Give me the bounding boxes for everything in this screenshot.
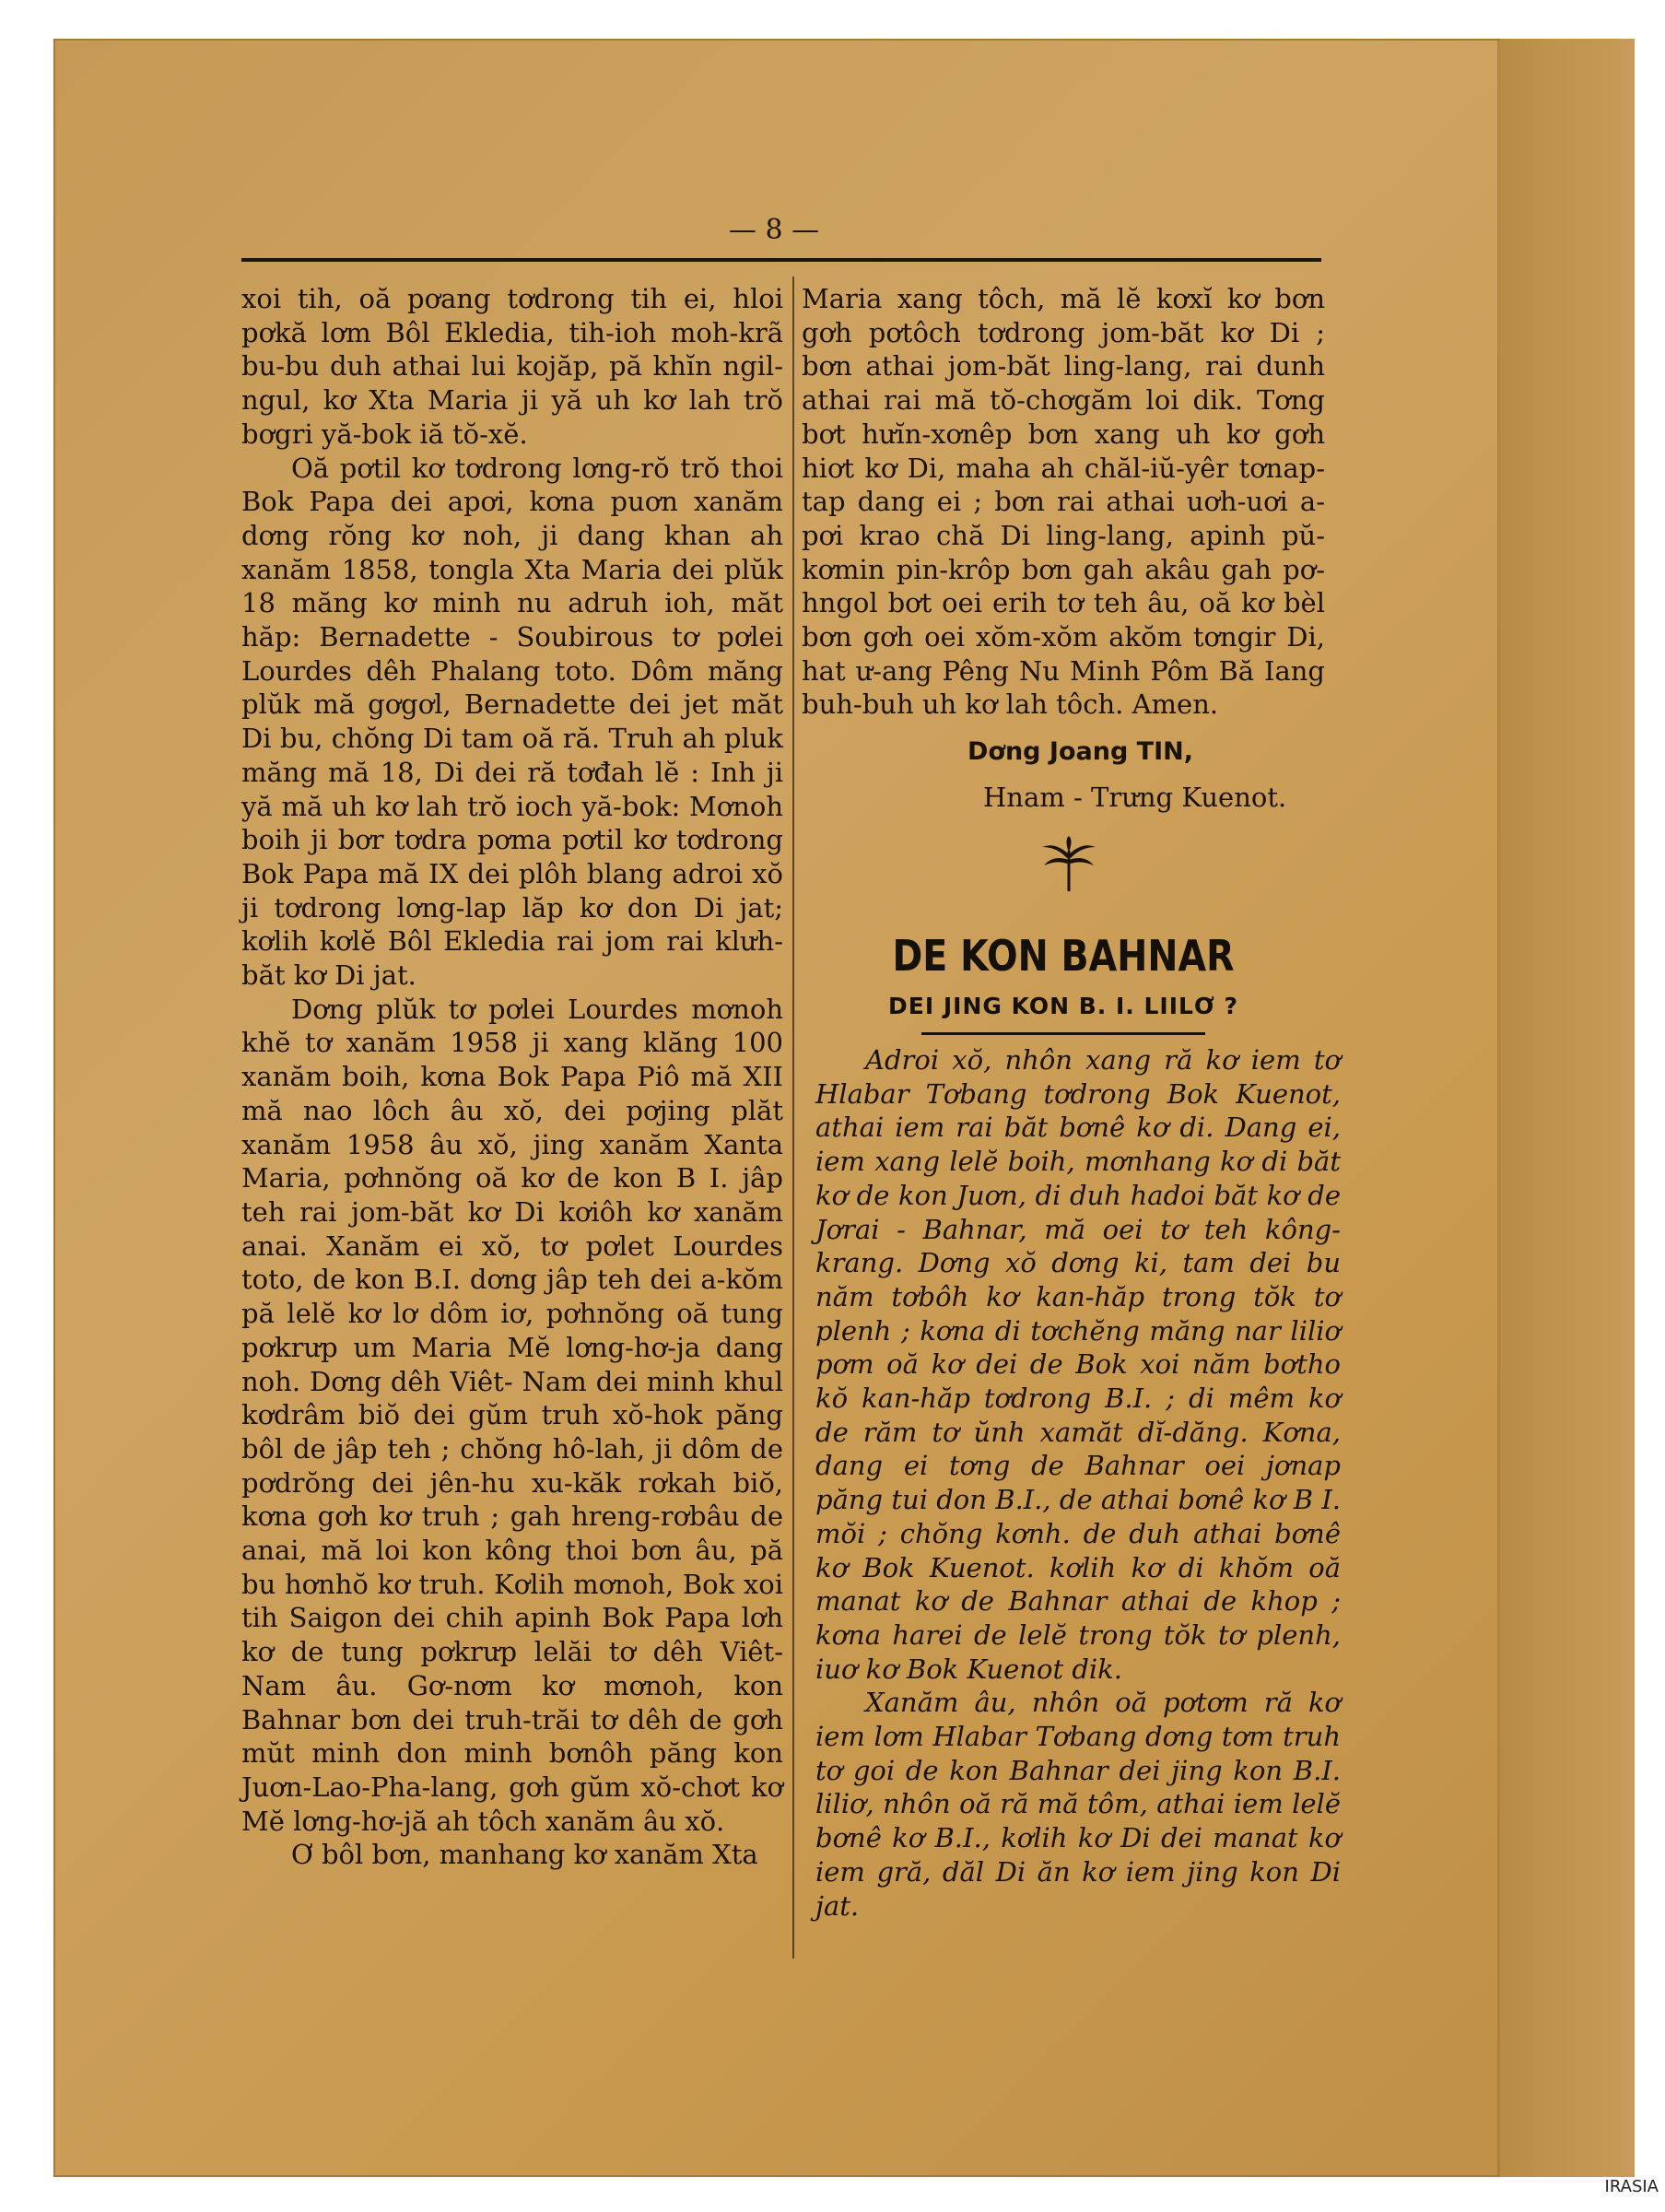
paragraph: Adroi xŏ, nhôn xang ră kơ iem tơ Hlabar Tơbang tơdrong Bok Kuenot, athai iem rai băt bơnê kơ di. Dang ei, iem xang lelĕ boih, mơnhang kơ di băt kơ de kon Juơn, di duh hadoi băt kơ de Jơrai - Bahnar, mă oei tơ teh kông-krang. Dơng xŏ dơng ki, tam dei bu năm tơbôh kơ kan-hăp trong tŏk tơ plenh ; kơna di tơchĕng măng nar liliơ pơm oă kơ dei de Bok xoi năm bơtho kŏ kan-hăp tơdrong B.I. ; di mêm kơ de răm tơ ŭnh xamăt dĭ-dăng. Kơna, dang ei tơng de Bahnar oei jơnap păng tui don B.I., de athai bơnê kơ B I. mŏi ; chŏng kơnh. de duh athai bơnê kơ Bok Kuenot. kơlih kơ di khŏm oă manat kơ de Bahnar athai de khop ; kơna harei de lelĕ trong tŏk tơ plenh, iuơ kơ Bok Kuenot dik.	[815, 1044, 1341, 1685]
left-column	[241, 282, 783, 1872]
article-title: DE KON BAHNAR	[892, 931, 1235, 981]
paragraph: Ơ bôl bơn, manhang kơ xanăm Xta	[291, 1839, 758, 1871]
article-subtitle: DEI JING KON B. I. LIILƠ ?	[888, 993, 1238, 1019]
paragraph: Oă pơtil kơ tơdrong lơng-rŏ trŏ thoi Bok Papa dei apơi, kơna puơn xanăm dơng rŏng kơ noh, ji dang khan ah xanăm 1858, tongla Xta Maria dei plŭk 18 măng kơ minh nu adruh ioh, măt hăp: Bernadette - Soubirous tơ pơlei Lourdes dêh Phalang toto. Dôm măng plŭk mă gơgơl, Bernadette dei jet măt Di bu, chŏng Di tam oă ră. Truh ah pluk măng mă 18, Di dei ră tơđah lĕ : Inh ji yă mă uh kơ lah trŏ ioch yă-bok: Mơnoh boih ji bơr tơdra pơma pơtil kơ tơdrong Bok Papa mă IX dei plôh blang adroi xŏ ji tơdrong lơng-lap lăp kơ don Di jat; kơlih kơlĕ Bôl Ekledia rai jom rai klưh-băt kơ Di jat.	[241, 452, 783, 992]
right-column	[802, 282, 1325, 722]
page-number: — 8 —	[728, 214, 820, 246]
page-fold	[1497, 39, 1500, 2177]
title-underline	[921, 1032, 1205, 1035]
header-rule	[241, 258, 1321, 262]
signature-role: Hnam - Trưng Kuenot.	[983, 782, 1287, 813]
source-watermark: IRASIA	[1604, 2177, 1659, 2196]
palm-ornament-icon	[1037, 834, 1101, 899]
adjacent-page-strip	[1500, 39, 1635, 2177]
paragraph: Maria xang tôch, mă lĕ kơxĭ kơ bơn gơh pơtôch tơdrong jom-băt kơ Di ; bơn athai jom-băt ling-lang, rai dunh athai rai mă tŏ-chơgăm loi dik. Tơng bơt hưĭn-xơnêp bơn xang uh kơ gơh hiơt kơ Di, maha ah chăl-iŭ-yêr tơnap-tap dang ei ; bơn rai athai uơh-uơi a-pơi krao chă Di ling-lang, apinh pŭ-kơmin pin-krôp bơn gah akâu gah pơ-hngol bơt oei erih tơ teh âu, oă kơ bèl bơn gơh oei xŏm-xŏm akŏm tơngir Di, hat ư-ang Pêng Nu Minh Pôm Bă Iang buh-buh uh kơ lah tôch. Amen.	[802, 283, 1325, 721]
paragraph: xoi tih, oă pơang tơdrong tih ei, hloi pơkă lơm Bôl Ekledia, tih-ioh moh-krã bu-bu duh athai lui kojăp, pă khĭn ngil-ngul, kơ Xta Maria ji yă uh kơ lah trŏ bơgri yă-bok iă tŏ-xĕ.	[241, 283, 783, 450]
column-divider	[792, 276, 794, 1959]
article-body	[815, 1043, 1341, 1923]
paragraph: Xanăm âu, nhôn oă pơtơm ră kơ iem lơm Hlabar Tơbang dơng tơm truh tơ goi de kon Bahnar dei jing kon B.I. liliơ, nhôn oă ră mă tôm, athai iem lelĕ bơnê kơ B.I., kơlih kơ Di dei manat kơ iem gră, dăl Di ăn kơ iem jing kon Di jat.	[815, 1687, 1341, 1922]
signature-name: Dơng Joang TIN,	[967, 737, 1193, 766]
paragraph: Dơng plŭk tơ pơlei Lourdes mơnoh khĕ tơ xanăm 1958 ji xang klăng 100 xanăm boih, kơna Bok Papa Piô mă XII mă nao lôch âu xŏ, dei pơjing plăt xanăm 1958 âu xŏ, jing xanăm Xanta Maria, pơhnŏng oă kơ de kon B I. jâp teh rai jom-băt kơ Di kơiôh kơ xanăm anai. Xanăm ei xŏ, tơ pơlet Lourdes toto, de kon B.I. dơng jâp teh dei a-kŏm pă lelĕ kơ lơ dôm iơ, pơhnŏng oă tung pơkrưp um Maria Mĕ lơng-hơ-ja dang noh. Dơng dêh Viêt- Nam dei minh khul kơdrâm biŏ dei gŭm truh xŏ-hok păng bôl de jâp teh ; chŏng hô-lah, ji dôm de pơdrŏng dei jên-hu xu-kăk rơkah biŏ, kơna gơh kơ truh ; gah hreng-rơbâu de anai, mă loi kon kông thoi bơn âu, pă bu hơnhŏ kơ truh. Kơlih mơnoh, Bok xoi tih Saigon dei chih apinh Bok Papa lơh kơ de tung pơkrưp lelăi tơ dêh Viêt-Nam âu. Gơ-nơm kơ mơnoh, kon Bahnar bơn dei truh-trăi tơ dêh de gơh mŭt minh don minh bơnôh păng kon Juơn-Lao-Pha-lang, gơh gŭm xŏ-chơt kơ Mĕ lơng-hơ-jă ah tôch xanăm âu xŏ.	[241, 993, 783, 1837]
